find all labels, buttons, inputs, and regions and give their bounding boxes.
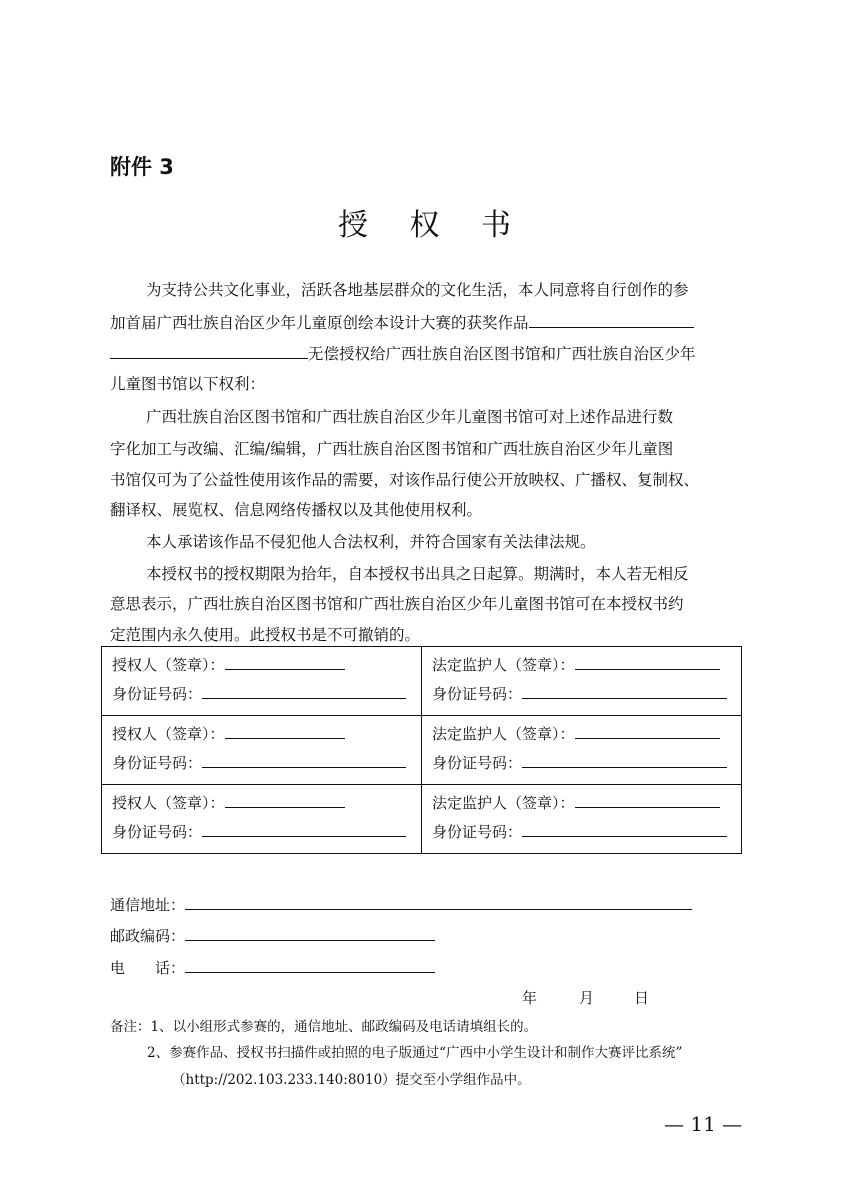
note-line: （http://202.103.233.140:8010）提交至小学组作品中。	[172, 1072, 531, 1088]
body-text: 加首届广西壮族自治区少年儿童原创绘本设计大赛的获奖作品	[110, 314, 529, 332]
attachment-label: 附件 3	[110, 155, 174, 179]
grantor-id-field[interactable]	[202, 818, 406, 837]
page-number: — 11 —	[664, 1112, 743, 1136]
guardian-label: 法定监护人（签章）：	[432, 794, 575, 812]
postcode-row	[110, 924, 435, 946]
body-text-line: 书馆仅可为了公益性使用该作品的需要，对该作品行使公开放映权、广播权、复制权、	[110, 471, 700, 489]
id-label: 身份证号码：	[112, 754, 203, 772]
guardian-id-field[interactable]	[522, 680, 727, 699]
body-text-line	[110, 340, 696, 368]
body-text-line	[110, 309, 694, 337]
grantor-id-field[interactable]	[202, 680, 406, 699]
guardian-label: 法定监护人（签章）：	[432, 656, 575, 674]
body-text-line: 儿童图书馆以下权利：	[110, 375, 266, 393]
guardian-label: 法定监护人（签章）：	[432, 725, 575, 743]
date-year-label: 年	[522, 989, 538, 1007]
guardian-id-field[interactable]	[522, 818, 727, 837]
address-row	[110, 893, 692, 915]
grantor-cell	[102, 785, 422, 854]
grantor-label: 授权人（签章）：	[112, 794, 225, 812]
date-day-label: 日	[634, 989, 650, 1007]
guardian-cell	[422, 647, 742, 716]
postcode-field[interactable]	[185, 924, 435, 941]
artwork-title-field[interactable]	[529, 311, 694, 328]
id-label: 身份证号码：	[432, 685, 523, 703]
guardian-id-field[interactable]	[522, 749, 727, 768]
note-line: 备注：1、以小组形式参赛的，通信地址、邮政编码及电话请填组长的。	[110, 1019, 538, 1035]
grantor-signature-field[interactable]	[225, 651, 345, 670]
signature-row	[102, 716, 742, 785]
body-text-line: 定范围内永久使用。此授权书是不可撤销的。	[110, 626, 421, 644]
body-text-line: 意思表示，广西壮族自治区图书馆和广西壮族自治区少年儿童图书馆可在本授权书约	[110, 595, 684, 613]
grantor-cell	[102, 716, 422, 785]
address-field[interactable]	[185, 893, 692, 910]
body-text-line: 翻译权、展览权、信息网络传播权以及其他使用权利。	[110, 501, 483, 519]
guardian-signature-field[interactable]	[575, 720, 720, 739]
address-label: 通信地址：	[110, 896, 186, 914]
id-label: 身份证号码：	[432, 823, 523, 841]
grantor-signature-field[interactable]	[225, 720, 345, 739]
guardian-signature-field[interactable]	[575, 651, 720, 670]
body-text-line: 本人承诺该作品不侵犯他人合法权利，并符合国家有关法律法规。	[146, 533, 596, 551]
grantor-label: 授权人（签章）：	[112, 725, 225, 743]
guardian-cell	[422, 716, 742, 785]
signature-table	[101, 646, 742, 854]
artwork-title-field-continued[interactable]	[110, 342, 308, 359]
document-title: 授 权 书	[337, 208, 528, 243]
id-label: 身份证号码：	[432, 754, 523, 772]
note-line: 2、参赛作品、授权书扫描件或拍照的电子版通过“广西中小学生设计和制作大赛评比系统”	[147, 1045, 683, 1061]
guardian-signature-field[interactable]	[575, 789, 720, 808]
guardian-cell	[422, 785, 742, 854]
grantor-id-field[interactable]	[202, 749, 406, 768]
grantor-cell	[102, 647, 422, 716]
id-label: 身份证号码：	[112, 685, 203, 703]
phone-field[interactable]	[185, 956, 435, 973]
phone-label: 电 话：	[110, 959, 186, 977]
body-text-line: 本授权书的授权期限为拾年，自本授权书出具之日起算。期满时，本人若无相反	[146, 565, 689, 583]
body-text: 无偿授权给广西壮族自治区图书馆和广西壮族自治区少年	[308, 345, 696, 363]
signature-row	[102, 785, 742, 854]
id-label: 身份证号码：	[112, 823, 203, 841]
body-text-line: 为支持公共文化事业，活跃各地基层群众的文化生活，本人同意将自行创作的参	[146, 281, 689, 299]
date-month-label: 月	[579, 989, 595, 1007]
phone-row	[110, 956, 435, 978]
body-text-line: 广西壮族自治区图书馆和广西壮族自治区少年儿童图书馆可对上述作品进行数	[146, 408, 674, 426]
body-text-line: 字化加工与改编、汇编/编辑，广西壮族自治区图书馆和广西壮族自治区少年儿童图	[110, 440, 674, 458]
grantor-label: 授权人（签章）：	[112, 656, 225, 674]
postcode-label: 邮政编码：	[110, 927, 186, 945]
signature-row	[102, 647, 742, 716]
grantor-signature-field[interactable]	[225, 789, 345, 808]
